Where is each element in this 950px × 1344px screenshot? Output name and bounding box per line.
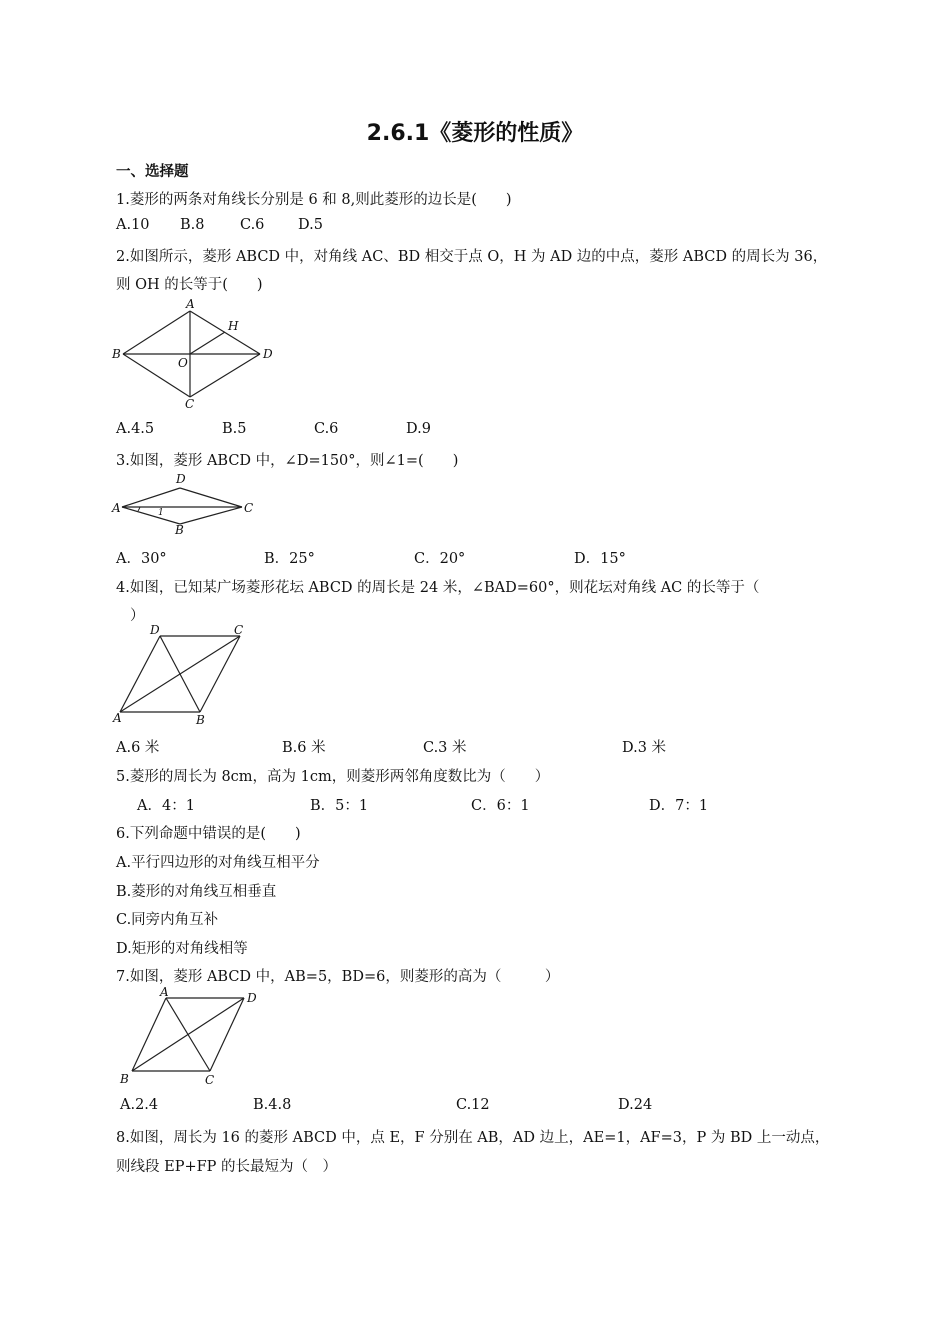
question-3-text: 3.如图，菱形 ABCD 中，∠D=150°，则∠1=( ) [116, 453, 459, 469]
q6-option-d: D.矩形的对角线相等 [116, 941, 248, 957]
question-8-text-line1: 8.如图，周长为 16 的菱形 ABCD 中，点 E，F 分别在 AB，AD 边上，AE=1，AF=3，P 为 BD 上一动点， [116, 1130, 830, 1146]
q2-option-b: B.5 [222, 421, 247, 437]
q1-option-b: B.8 [180, 217, 205, 233]
q2-label-b: B [112, 347, 121, 361]
question-6-text: 6.下列命题中错误的是( ) [116, 826, 301, 842]
question-8-text-line2: 则线段 EP+FP 的长最短为（ ） [116, 1159, 338, 1175]
q3-label-c: C [244, 501, 254, 515]
q4-option-a: A.6 米 [116, 740, 160, 756]
q7-option-a: A.2.4 [120, 1097, 159, 1113]
q3-option-c: C．20° [414, 551, 466, 567]
question-4-text-line2: ） [130, 608, 145, 624]
question-1-text: 1.菱形的两条对角线长分别是 6 和 8,则此菱形的边长是( ) [116, 192, 512, 208]
question-5-text: 5.菱形的周长为 8cm，高为 1cm，则菱形两邻角度数比为（ ） [116, 769, 550, 785]
q3-rhombus-figure [110, 472, 260, 537]
q4-option-c: C.3 米 [423, 740, 467, 756]
q3-label-a: A [112, 501, 121, 515]
q7-label-b: B [120, 1072, 129, 1086]
q1-option-a: A.10 [116, 217, 150, 233]
q2-label-d: D [263, 347, 273, 361]
q4-label-d: D [150, 623, 160, 637]
q4-label-c: C [234, 623, 244, 637]
q3-option-d: D．15° [574, 551, 626, 567]
question-4-text-line1: 4.如图，已知某广场菱形花坛 ABCD 的周长是 24 米，∠BAD=60°，则花坛对角线 AC 的长等于（ [116, 580, 760, 596]
page-title: 2.6.1《菱形的性质》 [366, 121, 584, 146]
q4-rhombus-figure [110, 624, 260, 728]
q4-option-d: D.3 米 [622, 740, 667, 756]
q5-option-c: C．6：1 [471, 798, 530, 814]
q3-option-b: B．25° [264, 551, 315, 567]
question-7-text: 7.如图，菱形 ABCD 中，AB=5，BD=6，则菱形的高为（ ） [116, 969, 560, 985]
q7-option-c: C.12 [456, 1097, 490, 1113]
q2-option-a: A.4.5 [116, 421, 155, 437]
q3-option-a: A．30° [116, 551, 167, 567]
q2-label-h: H [228, 319, 239, 333]
q7-rhombus-figure [114, 986, 264, 1088]
q4-option-b: B.6 米 [282, 740, 326, 756]
q4-label-b: B [196, 713, 205, 727]
q3-label-b: B [175, 523, 184, 537]
q6-option-a: A.平行四边形的对角线互相平分 [116, 855, 320, 871]
q7-option-b: B.4.8 [253, 1097, 292, 1113]
q6-option-c: C.同旁内角互补 [116, 912, 219, 928]
q6-option-b: B.菱形的对角线互相垂直 [116, 884, 277, 900]
q7-label-a: A [160, 985, 169, 999]
q4-label-a: A [113, 711, 122, 725]
question-2-text-line1: 2.如图所示，菱形 ABCD 中，对角线 AC、BD 相交于点 O，H 为 AD 边的中点，菱形 ABCD 的周长为 36， [116, 249, 828, 265]
q7-label-c: C [205, 1073, 215, 1087]
q2-label-c: C [185, 397, 195, 411]
q3-label-d: D [176, 472, 186, 486]
q5-option-b: B．5：1 [310, 798, 369, 814]
q5-option-a: A．4：1 [137, 798, 195, 814]
q2-label-a: A [186, 297, 195, 311]
q3-label-angle-1: 1 [158, 508, 164, 518]
q2-rhombus-figure [110, 298, 280, 410]
section-heading: 一、选择题 [116, 164, 189, 180]
q1-option-c: C.6 [240, 217, 265, 233]
q7-label-d: D [247, 991, 257, 1005]
q2-option-c: C.6 [314, 421, 339, 437]
q2-option-d: D.9 [406, 421, 431, 437]
q7-option-d: D.24 [618, 1097, 653, 1113]
q1-option-d: D.5 [298, 217, 323, 233]
q5-option-d: D．7：1 [649, 798, 709, 814]
q2-label-o: O [178, 356, 188, 370]
question-2-text-line2: 则 OH 的长等于( ) [116, 277, 263, 293]
